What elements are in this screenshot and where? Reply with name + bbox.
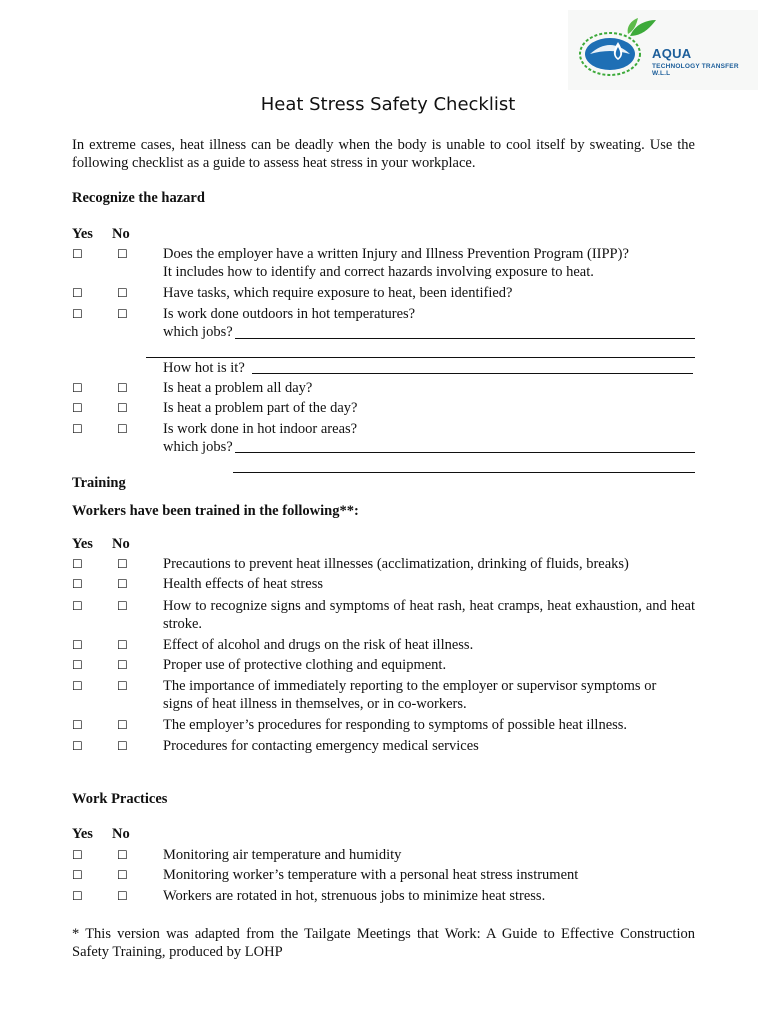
yes-checkbox[interactable]: ☐ xyxy=(72,577,83,591)
yes-checkbox[interactable]: ☐ xyxy=(72,422,83,436)
checklist-item: Is work done outdoors in hot temperatures? xyxy=(163,306,416,322)
checklist-item: Does the employer have a written Injury and Illness Prevention Program (IIPP)? xyxy=(163,246,629,262)
checklist-item: Have tasks, which require exposure to heat, been identified? xyxy=(163,285,513,301)
checklist-item: Monitoring worker’s temperature with a personal heat stress instrument xyxy=(163,867,579,883)
yes-checkbox[interactable]: ☐ xyxy=(72,868,83,882)
yes-checkbox[interactable]: ☐ xyxy=(72,679,83,693)
water-drop-logo-icon xyxy=(578,14,658,80)
yes-checkbox[interactable]: ☐ xyxy=(72,381,83,395)
no-checkbox[interactable]: ☐ xyxy=(117,739,128,753)
yes-checkbox[interactable]: ☐ xyxy=(72,286,83,300)
answer-line[interactable] xyxy=(146,357,695,358)
no-checkbox[interactable]: ☐ xyxy=(117,848,128,862)
which-jobs-answer-line[interactable] xyxy=(235,338,695,339)
yes-checkbox[interactable]: ☐ xyxy=(72,557,83,571)
no-checkbox[interactable]: ☐ xyxy=(117,381,128,395)
checklist-item: Is work done in hot indoor areas? xyxy=(163,421,358,437)
no-checkbox[interactable]: ☐ xyxy=(117,286,128,300)
yes-checkbox[interactable]: ☐ xyxy=(72,307,83,321)
checklist-item: Is heat a problem part of the day? xyxy=(163,400,358,416)
no-checkbox[interactable]: ☐ xyxy=(117,599,128,613)
yes-checkbox[interactable]: ☐ xyxy=(72,739,83,753)
yes-checkbox[interactable]: ☐ xyxy=(72,889,83,903)
no-header: No xyxy=(112,826,130,842)
no-checkbox[interactable]: ☐ xyxy=(117,577,128,591)
logo-name: AQUA xyxy=(652,46,692,61)
no-checkbox[interactable]: ☐ xyxy=(117,307,128,321)
no-checkbox[interactable]: ☐ xyxy=(117,401,128,415)
checklist-item: Effect of alcohol and drugs on the risk of heat illness. xyxy=(163,637,474,653)
logo-tagline: TECHNOLOGY TRANSFER W.L.L xyxy=(652,63,739,77)
yes-header: Yes xyxy=(72,826,93,842)
yes-header: Yes xyxy=(72,226,93,242)
no-header: No xyxy=(112,536,130,552)
section-heading-training: Training xyxy=(72,475,126,491)
answer-line[interactable] xyxy=(233,472,695,473)
no-checkbox[interactable]: ☐ xyxy=(117,718,128,732)
which-jobs-label: which jobs? xyxy=(163,439,233,455)
company-logo xyxy=(568,10,758,90)
yes-checkbox[interactable]: ☐ xyxy=(72,401,83,415)
checklist-item: How to recognize signs and symptoms of heat rash, heat cramps, heat exhaustion, and heat stroke. xyxy=(163,598,695,632)
checklist-item: The employer’s procedures for responding to symptoms of possible heat illness. xyxy=(163,717,628,733)
yes-checkbox[interactable]: ☐ xyxy=(72,638,83,652)
checklist-item: Is heat a problem all day? xyxy=(163,380,313,396)
yes-checkbox[interactable]: ☐ xyxy=(72,658,83,672)
no-checkbox[interactable]: ☐ xyxy=(117,679,128,693)
checklist-item-continued: It includes how to identify and correct hazards involving exposure to heat. xyxy=(163,264,594,280)
section-subheading-training: Workers have been trained in the following**: xyxy=(72,503,359,519)
intro-paragraph: In extreme cases, heat illness can be deadly when the body is unable to cool itself by sweating. Use the following checklist as a guide to assess heat stress in your workplace. xyxy=(72,137,695,171)
checklist-item: The importance of immediately reporting to the employer or supervisor symptoms or signs of heat illness in themselves, or in co-workers. xyxy=(163,678,657,712)
yes-checkbox[interactable]: ☐ xyxy=(72,599,83,613)
which-jobs-label: which jobs? xyxy=(163,324,233,340)
yes-checkbox[interactable]: ☐ xyxy=(72,848,83,862)
yes-checkbox[interactable]: ☐ xyxy=(72,247,83,261)
checklist-item: Workers are rotated in hot, strenuous jobs to minimize heat stress. xyxy=(163,888,546,904)
section-heading-work-practices: Work Practices xyxy=(72,791,168,807)
yes-checkbox[interactable]: ☐ xyxy=(72,718,83,732)
no-checkbox[interactable]: ☐ xyxy=(117,422,128,436)
section-heading-recognize: Recognize the hazard xyxy=(72,190,205,206)
no-checkbox[interactable]: ☐ xyxy=(117,557,128,571)
no-checkbox[interactable]: ☐ xyxy=(117,638,128,652)
no-header: No xyxy=(112,226,130,242)
yes-header: Yes xyxy=(72,536,93,552)
no-checkbox[interactable]: ☐ xyxy=(117,247,128,261)
checklist-item: Proper use of protective clothing and equipment. xyxy=(163,657,447,673)
no-checkbox[interactable]: ☐ xyxy=(117,889,128,903)
checklist-item: Procedures for contacting emergency medical services xyxy=(163,738,479,754)
page-title: Heat Stress Safety Checklist xyxy=(260,94,516,115)
no-checkbox[interactable]: ☐ xyxy=(117,658,128,672)
which-jobs-answer-line[interactable] xyxy=(235,452,695,453)
checklist-item: Health effects of heat stress xyxy=(163,576,323,592)
how-hot-answer-line[interactable] xyxy=(252,373,693,374)
no-checkbox[interactable]: ☐ xyxy=(117,868,128,882)
checklist-item: Precautions to prevent heat illnesses (acclimatization, drinking of fluids, breaks) xyxy=(163,556,629,572)
footnote: * This version was adapted from the Tailgate Meetings that Work: A Guide to Effective Construction Safety Training, produced by LOHP xyxy=(72,926,695,960)
checklist-item: Monitoring air temperature and humidity xyxy=(163,847,402,863)
how-hot-label: How hot is it? xyxy=(163,360,245,376)
